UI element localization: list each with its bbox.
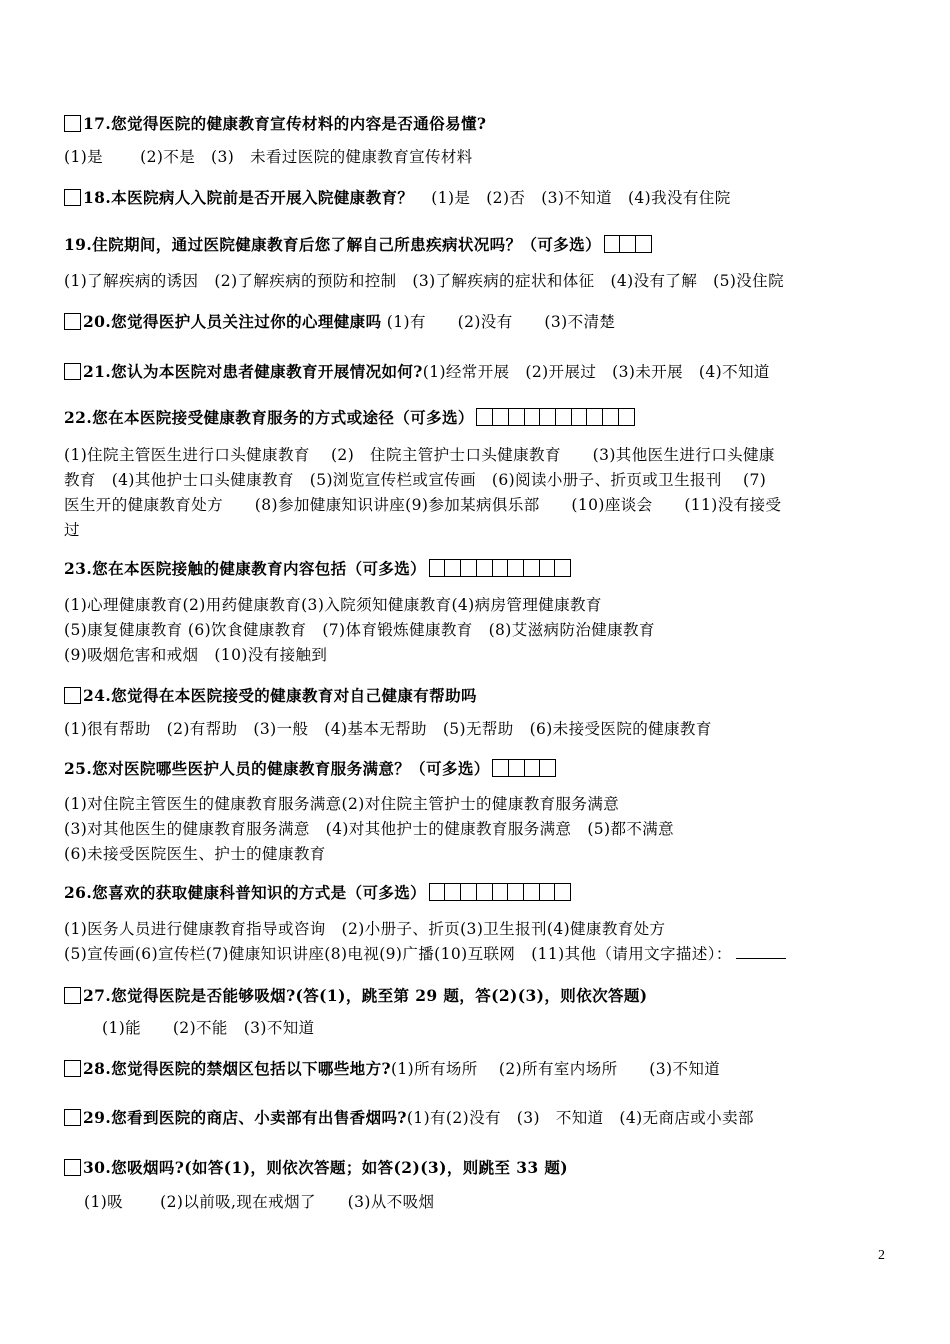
q26-title: 26.您喜欢的获取健康科普知识的方式是（可多选）	[64, 883, 427, 902]
q24-title-line	[64, 685, 477, 707]
q25-title-line	[64, 758, 556, 780]
q26-option-line	[64, 943, 786, 965]
q23-option-line: (1)心理健康教育(2)用药健康教育(3)入院须知健康教育(4)病房管理健康教育	[64, 596, 602, 614]
q23-option-line: (9)吸烟危害和戒烟 (10)没有接触到	[64, 646, 328, 664]
q27-answer-box[interactable]	[64, 987, 81, 1004]
q17-title-line	[64, 113, 486, 135]
q29-line	[64, 1107, 754, 1129]
q29-answer-box[interactable]	[64, 1109, 81, 1126]
q26-title-line	[64, 882, 571, 904]
q19-title-line	[64, 234, 652, 256]
q21-title: 21.您认为本医院对患者健康教育开展情况如何?	[83, 362, 423, 381]
q23-title-line	[64, 558, 571, 580]
q29-title: 29.您看到医院的商店、小卖部有出售香烟吗?	[83, 1108, 407, 1127]
q19-title: 19.住院期间，通过医院健康教育后您了解自己所患疾病状况吗？（可多选）	[64, 235, 601, 254]
q22-title: 22.您在本医院接受健康教育服务的方式或途径（可多选）	[64, 408, 474, 427]
q18-answer-box[interactable]	[64, 189, 81, 206]
q24-title: 24.您觉得在本医院接受的健康教育对自己健康有帮助吗	[83, 686, 477, 705]
q23-answer-boxes[interactable]	[430, 559, 571, 577]
q27-title-line	[64, 985, 648, 1007]
q22-option-line: (1)住院主管医生进行口头健康教育 (2) 住院主管护士口头健康教育 (3)其他医生进行口头健康	[64, 446, 775, 464]
q25-option-line: (3)对其他医生的健康教育服务满意 (4)对其他护士的健康教育服务满意 (5)都不满意	[64, 820, 675, 838]
q19-answer-boxes[interactable]	[605, 235, 652, 253]
q20-answer-box[interactable]	[64, 313, 81, 330]
q28-title: 28.您觉得医院的禁烟区包括以下哪些地方?	[83, 1059, 391, 1078]
q20-title: 20.您觉得医护人员关注过你的心理健康吗	[83, 312, 382, 331]
q27-title: 27.您觉得医院是否能够吸烟?(答(1)，跳至第 29 题，答(2)(3)，则依次答题)	[83, 986, 648, 1005]
q19-options: (1)了解疾病的诱因 (2)了解疾病的预防和控制 (3)了解疾病的症状和体征 (4)没有了解 (5)没住院	[64, 272, 784, 290]
q22-title-line	[64, 407, 635, 429]
q26-option-text: (5)宣传画(6)宣传栏(7)健康知识讲座(8)电视(9)广播(10)互联网 (11)其他（请用文字描述）：	[64, 945, 732, 963]
q20-options: (1)有 (2)没有 (3)不清楚	[386, 313, 616, 331]
q25-title: 25.您对医院哪些医护人员的健康教育服务满意？（可多选）	[64, 759, 490, 778]
q30-options: (1)吸 (2)以前吸,现在戒烟了 (3)从不吸烟	[84, 1193, 435, 1211]
q25-option-line: (6)未接受医院医生、护士的健康教育	[64, 845, 326, 863]
q22-option-line: 医生开的健康教育处方 (8)参加健康知识讲座(9)参加某病俱乐部 (10)座谈会 (11)没有接受	[64, 496, 782, 514]
q27-options: (1)能 (2)不能 (3)不知道	[102, 1019, 315, 1037]
q22-option-line: 过	[64, 521, 80, 539]
q22-answer-boxes[interactable]	[478, 408, 635, 426]
q20-line	[64, 311, 615, 333]
q18-title: 18.本医院病人入院前是否开展入院健康教育？	[83, 188, 414, 207]
page-number: 2	[878, 1248, 885, 1263]
q24-options: (1)很有帮助 (2)有帮助 (3)一般 (4)基本无帮助 (5)无帮助 (6)未接受医院的健康教育	[64, 720, 712, 738]
q17-answer-box[interactable]	[64, 115, 81, 132]
q28-answer-box[interactable]	[64, 1060, 81, 1077]
q22-option-line: 教育 (4)其他护士口头健康教育 (5)浏览宣传栏或宣传画 (6)阅读小册子、折页或卫生报刊 (7)	[64, 471, 767, 489]
q29-options: (1)有(2)没有 (3) 不知道 (4)无商店或小卖部	[406, 1109, 754, 1127]
q23-title: 23.您在本医院接触的健康教育内容包括（可多选）	[64, 559, 427, 578]
q21-line	[64, 361, 770, 383]
q17-title: 17.您觉得医院的健康教育宣传材料的内容是否通俗易懂?	[83, 114, 487, 133]
q17-options: (1)是 (2)不是 (3) 未看过医院的健康教育宣传材料	[64, 148, 473, 166]
q26-other-blank[interactable]	[736, 944, 786, 959]
q18-options: (1)是 (2)否 (3)不知道 (4)我没有住院	[431, 189, 731, 207]
q30-answer-box[interactable]	[64, 1159, 81, 1176]
q23-option-line: (5)康复健康教育 (6)饮食健康教育 (7)体育锻炼健康教育 (8)艾滋病防治健康教育	[64, 621, 655, 639]
q26-answer-boxes[interactable]	[430, 883, 571, 901]
q21-answer-box[interactable]	[64, 363, 81, 380]
q18-line	[64, 187, 731, 209]
q21-options: (1)经常开展 (2)开展过 (3)未开展 (4)不知道	[422, 363, 770, 381]
q30-title-line	[64, 1157, 568, 1179]
q25-answer-boxes[interactable]	[494, 759, 557, 777]
q30-title: 30.您吸烟吗?(如答(1)，则依次答题；如答(2)(3)，则跳至 33 题)	[83, 1158, 569, 1177]
q28-line	[64, 1058, 720, 1080]
q26-option-line: (1)医务人员进行健康教育指导或咨询 (2)小册子、折页(3)卫生报刊(4)健康教育处方	[64, 920, 666, 938]
q25-option-line: (1)对住院主管医生的健康教育服务满意(2)对住院主管护士的健康教育服务满意	[64, 795, 620, 813]
q24-answer-box[interactable]	[64, 687, 81, 704]
q28-options: (1)所有场所 (2)所有室内场所 (3)不知道	[390, 1060, 721, 1078]
